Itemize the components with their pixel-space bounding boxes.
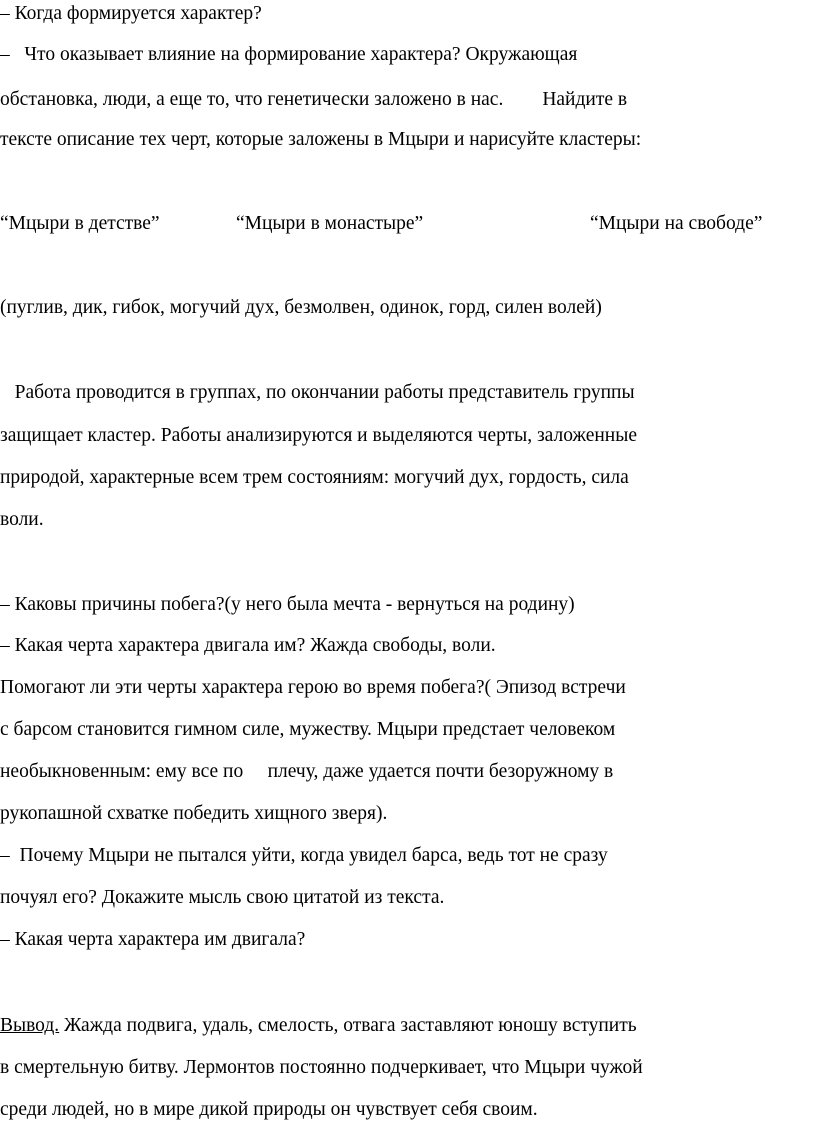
discussion-line: – Какая черта характера двигала им? Жажда свободы, воли. [0, 635, 496, 656]
discussion-line: – Какая черта характера им двигала? [0, 929, 306, 950]
discussion-line: Помогают ли эти черты характера герою во время побега?( Эпизод встречи [0, 677, 626, 698]
discussion-line: необыкновенным: ему все по плечу, даже удается почти безоружному в [0, 761, 614, 782]
cluster-childhood: “Мцыри в детстве” [0, 213, 160, 234]
traits-list: (пуглив, дик, гибок, могучий дух, безмолвен, одинок, горд, силен волей) [0, 297, 602, 318]
question-line: – Что оказывает влияние на формирование характера? Окружающая [0, 44, 578, 65]
discussion-line: – Почему Мцыри не пытался уйти, когда увидел барса, ведь тот не сразу [0, 845, 608, 866]
paragraph-line: Работа проводится в группах, по окончании работы представитель группы [0, 382, 635, 403]
discussion-line: с барсом становится гимном силе, мужеству. Мцыри предстает человеком [0, 719, 616, 740]
paragraph-line: воли. [0, 509, 44, 530]
paragraph-line: защищает кластер. Работы анализируются и выделяются черты, заложенные [0, 425, 637, 446]
conclusion-label: Вывод. [0, 1015, 60, 1036]
discussion-line: – Каковы причины побега?(у него была мечта - вернуться на родину) [0, 594, 575, 615]
cluster-freedom: “Мцыри на свободе” [590, 213, 763, 234]
cluster-monastery: “Мцыри в монастыре” [236, 213, 424, 234]
conclusion-line: в смертельную битву. Лермонтов постоянно подчеркивает, что Мцыри чужой [0, 1057, 643, 1078]
paragraph-line: природой, характерные всем трем состояниям: могучий дух, гордость, сила [0, 467, 629, 488]
discussion-line: почуял его? Докажите мысль свою цитатой из текста. [0, 887, 445, 908]
conclusion-text: Жажда подвига, удаль, смелость, отвага заставляют юношу вступить [59, 1015, 637, 1036]
question-line: тексте описание тех черт, которые заложены в Мцыри и нарисуйте кластеры: [0, 129, 642, 150]
conclusion-line: среди людей, но в мире дикой природы он чувствует себя своим. [0, 1099, 538, 1120]
conclusion-first-line [0, 1014, 637, 1038]
question-line: обстановка, люди, а еще то, что генетически заложено в нас. Найдите в [0, 89, 628, 110]
discussion-line: рукопашной схватке победить хищного зверя). [0, 803, 388, 824]
question-line: – Когда формируется характер? [0, 3, 262, 24]
